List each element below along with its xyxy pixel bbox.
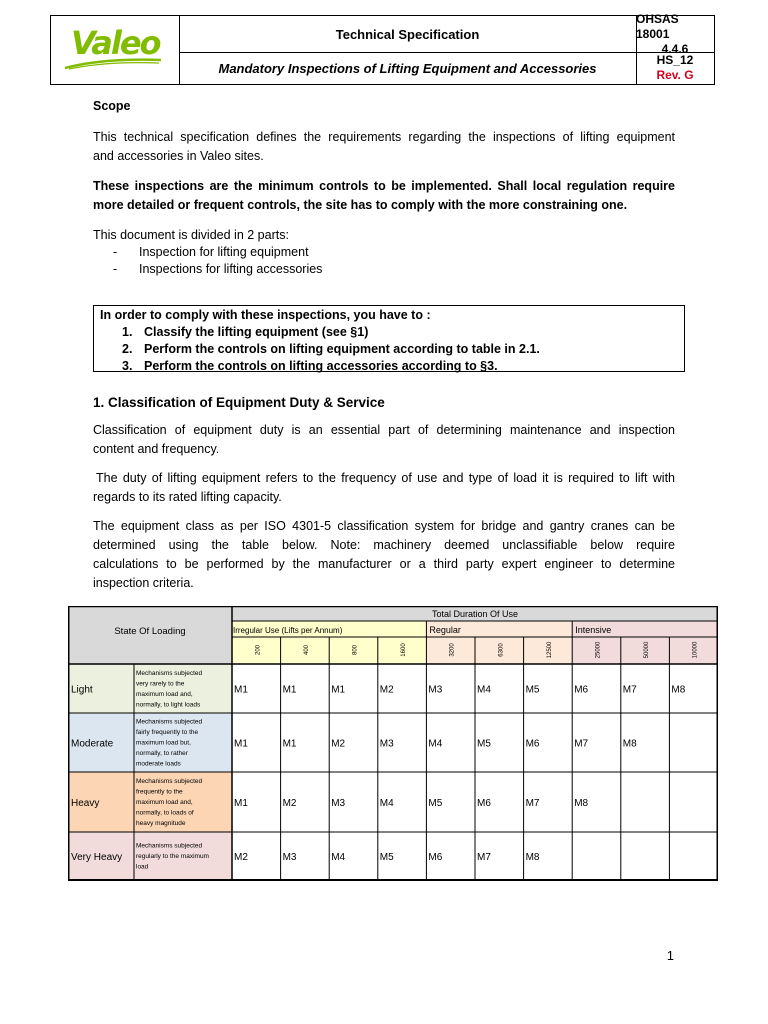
standard-ref (636, 11, 714, 56)
scope-p1-line1: This technical specification defines the requirements regarding the inspections of lifting equipment (93, 130, 675, 144)
equipment-class-cell: M2 (379, 684, 394, 696)
equipment-class-cell: M8 (525, 852, 540, 863)
section1-p3-line2: determined using the table below. Note: machinery deemed unclassifiable below require (93, 538, 675, 552)
equipment-class-cell: M7 (525, 798, 540, 809)
logo-cell (51, 16, 180, 84)
list-item: - Inspections for lifting accessories (113, 262, 323, 276)
loading-description-line: Mechanisms subjected (136, 669, 203, 677)
doc-code: HS_12 (656, 53, 694, 67)
section-1-paragraph-3 (93, 517, 675, 593)
scope-paragraph-3: This document is divided in 2 parts: (93, 228, 289, 242)
document-header (50, 11, 715, 85)
logo-swoosh-icon (63, 56, 163, 70)
valeo-logo: Valeo (71, 24, 160, 62)
loading-description-line: frequently to the (136, 788, 183, 796)
list-item: - Inspection for lifting equipment (113, 245, 309, 259)
section-1-paragraph-1 (93, 421, 675, 459)
lifts-per-annum-label: 3200 (449, 643, 456, 657)
equipment-class-cell: M2 (282, 798, 297, 809)
loading-description-line: heavy magnitude (136, 820, 186, 827)
equipment-class-cell: M4 (331, 852, 346, 863)
section1-p1-line1: Classification of equipment duty is an essential part of determining maintenance and inspection (93, 423, 675, 437)
equipment-class-cell: M6 (428, 852, 443, 863)
equipment-class-cell: M4 (428, 738, 443, 750)
list-item: 2. Perform the controls on lifting equipment according to table in 2.1. (122, 342, 540, 356)
list-item: 1. Classify the lifting equipment (see §1) (122, 325, 369, 339)
lifts-per-annum-label: 12500 (546, 641, 553, 659)
equipment-class-cell: M6 (574, 684, 589, 696)
intensive-header: Intensive (575, 625, 612, 635)
loading-state-label: Heavy (71, 798, 100, 809)
equipment-class-cell: M2 (234, 852, 248, 863)
scope-p1-line2: and accessories in Valeo sites. (93, 149, 264, 163)
loading-description-line: moderate loads (136, 760, 181, 768)
section1-p3-line3: calculations to be performed by the manufacturer or a third party expert engineer to determine (93, 557, 675, 571)
equipment-class-cell: M6 (477, 798, 491, 809)
equipment-class-cell: M5 (525, 684, 540, 696)
state-of-loading-header: State Of Loading (114, 626, 186, 637)
equipment-class-cell: M8 (622, 738, 637, 750)
equipment-class-cell: M3 (282, 852, 297, 863)
classification-table (68, 606, 718, 882)
loading-state-label: Moderate (71, 738, 114, 750)
loading-state-label: Very Heavy (71, 852, 123, 863)
lifts-per-annum-label: 400 (303, 644, 310, 656)
page-number: 1 (666, 948, 674, 963)
equipment-class-cell: M5 (477, 738, 491, 750)
scope-paragraph-1 (93, 128, 675, 166)
equipment-class-cell: M7 (622, 684, 637, 696)
compliance-box (93, 305, 685, 372)
loading-description-line: maximum load and, (136, 799, 193, 806)
equipment-class-cell: M1 (234, 684, 248, 696)
doc-subtitle: Mandatory Inspections of Lifting Equipment and Accessories (179, 52, 637, 84)
equipment-class-cell: M1 (234, 798, 248, 809)
equipment-class-cell: M1 (331, 684, 346, 696)
loading-description-line: fairly frequently to the (136, 729, 199, 736)
loading-description-line: very rarely to the (136, 680, 185, 688)
classification-table-svg (68, 606, 718, 882)
loading-description-line: Mechanisms subjected (136, 718, 203, 726)
section1-p2-line2: regards to its rated lifting capacity. (93, 490, 282, 504)
equipment-class-cell: M6 (525, 738, 540, 750)
compliance-intro: In order to comply with these inspections, you have to : (100, 308, 431, 322)
equipment-class-cell: M1 (282, 738, 297, 750)
lifts-per-annum-label: 800 (352, 644, 359, 656)
lifts-per-annum-label: 10000 (692, 641, 699, 659)
section1-p2-line1: The duty of lifting equipment refers to the frequency of use and type of load it is required to lift with (96, 471, 675, 485)
equipment-class-cell: M5 (379, 852, 394, 863)
loading-description-line: load (136, 863, 149, 871)
equipment-class-cell: M8 (574, 798, 589, 809)
standard-ref-line2: 4.4.6 (661, 41, 689, 56)
loading-description-line: normally, to light loads (136, 701, 201, 709)
lifts-per-annum-label: 6300 (498, 643, 505, 657)
lifts-per-annum-label: 50000 (644, 641, 651, 659)
doc-revision (636, 52, 714, 84)
loading-description-line: maximum load and, (136, 690, 193, 698)
loading-description-line: normally, to rather (136, 750, 188, 757)
lifts-per-annum-label: 200 (255, 644, 262, 656)
equipment-class-cell: M4 (379, 798, 394, 809)
loading-description-line: maximum load but, (136, 739, 191, 747)
scope-heading: Scope (93, 99, 131, 113)
scope-p2-line1: These inspections are the minimum controls to be implemented. Shall local regulation require (93, 179, 675, 193)
equipment-class-cell: M7 (574, 738, 589, 750)
section1-p3-line1: The equipment class as per ISO 4301-5 classification system for bridge and gantry cranes can be (93, 519, 675, 533)
loading-description-line: regularly to the maximum (136, 853, 209, 860)
revision-label: Rev. G (656, 68, 694, 82)
loading-state-label: Light (71, 684, 93, 696)
section1-p3-line4: inspection criteria. (93, 576, 194, 590)
equipment-class-cell: M3 (428, 684, 443, 696)
irregular-use-header: Irregular Use (Lifts per Annum) (233, 626, 343, 635)
equipment-class-cell: M1 (234, 738, 248, 750)
loading-description-line: normally, to loads of (136, 809, 194, 817)
section1-p1-line2: content and frequency. (93, 442, 220, 456)
equipment-class-cell: M7 (477, 852, 491, 863)
equipment-class-cell: M3 (331, 798, 346, 809)
lifts-per-annum-label: 25000 (595, 641, 602, 659)
scope-paragraph-2 (93, 177, 675, 215)
equipment-class-cell: M2 (331, 738, 346, 750)
equipment-class-cell: M4 (477, 684, 491, 696)
regular-header: Regular (429, 625, 461, 635)
loading-description-line: Mechanisms subjected (136, 778, 203, 785)
equipment-class-cell: M8 (671, 684, 686, 696)
total-duration-header: Total Duration Of Use (431, 609, 519, 619)
lifts-per-annum-label: 1600 (401, 643, 408, 657)
scope-p2-line2: more detailed or frequent controls, the site has to comply with the more constraining one. (93, 198, 628, 212)
scope-bullet-list (113, 244, 322, 278)
loading-description-line: Mechanisms subjected (136, 842, 203, 850)
equipment-class-cell: M5 (428, 798, 443, 809)
section-1-paragraph-2 (93, 469, 675, 507)
doc-title: Technical Specification (179, 16, 637, 53)
standard-ref-line1: OHSAS 18001 (636, 11, 679, 41)
equipment-class-cell: M1 (282, 684, 297, 696)
section-1-heading: 1. Classification of Equipment Duty & Service (93, 395, 385, 410)
list-item: 3. Perform the controls on lifting accessories according to §3. (122, 359, 498, 373)
equipment-class-cell: M3 (379, 738, 394, 750)
